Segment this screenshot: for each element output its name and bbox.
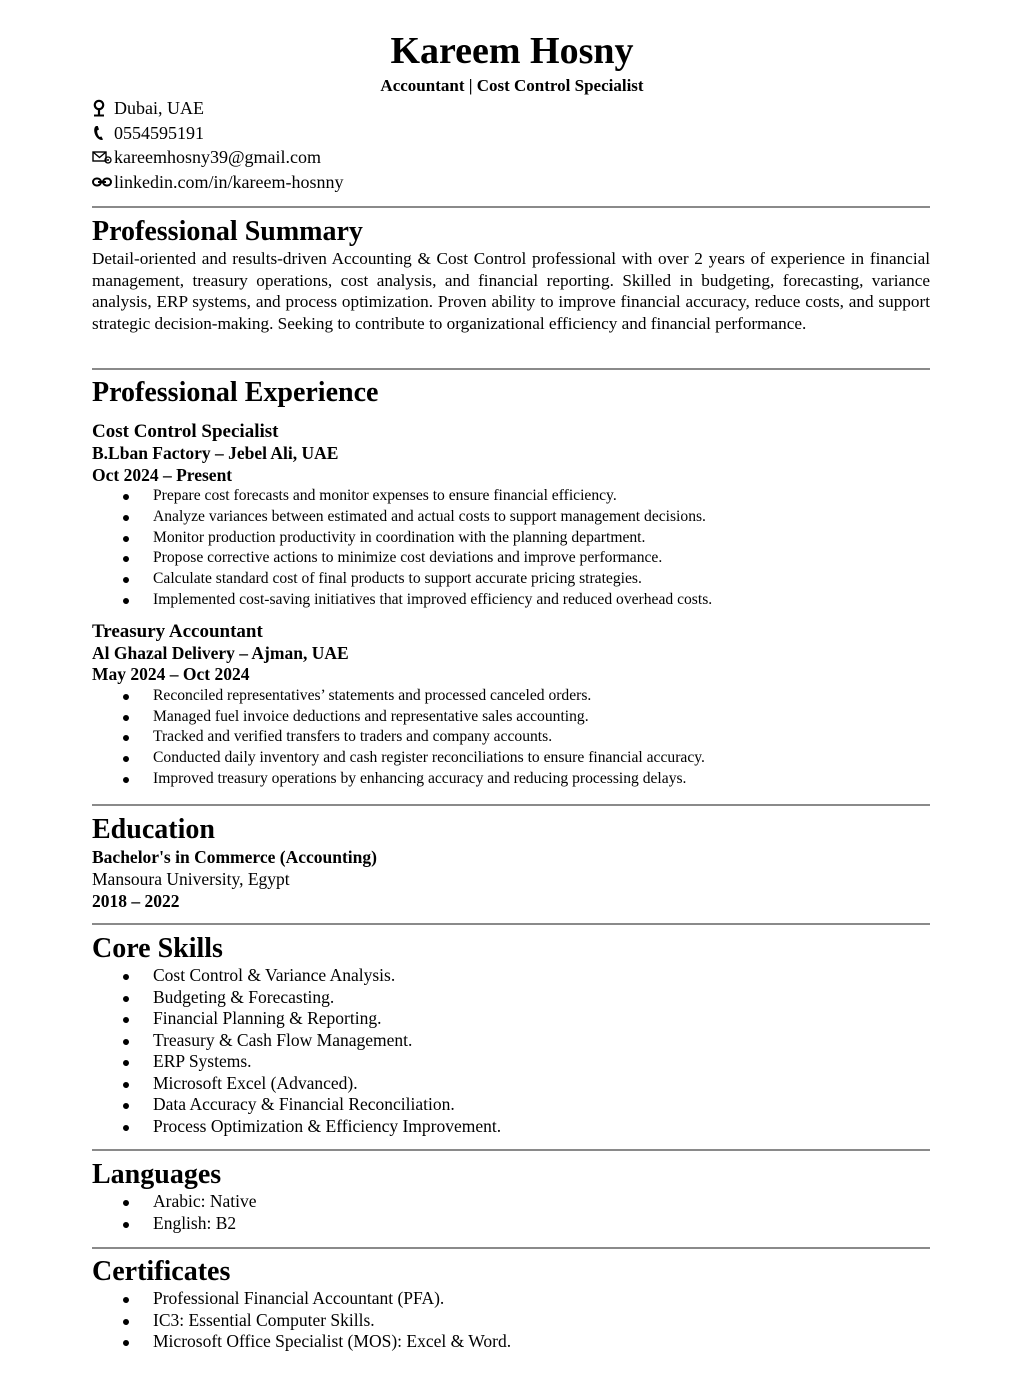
list-item — [92, 569, 930, 590]
list-item-text: Cost Control & Variance Analysis. — [153, 965, 396, 985]
list-item — [92, 1008, 930, 1030]
summary-text: Detail-oriented and results-driven Accounting & Cost Control professional with over 2 years of experience in financial management, treasury operations, cost analysis, and financial reporting. Skilled in budgeting, forecasting, variance analysis, ERP systems, and process optimization. Proven ability to improve financial accuracy, reduce costs, and support strategic decision-making. Seeking to contribute to organizational efficiency and financial performance. — [92, 249, 930, 333]
experience-section — [92, 377, 930, 790]
phone-text[interactable]: 0554595191 — [114, 122, 204, 143]
list-item — [92, 965, 930, 987]
bullet-dot — [123, 1103, 129, 1109]
education-heading: Education — [92, 814, 215, 845]
linkedin-text[interactable]: linkedin.com/in/kareem-hosnny — [114, 171, 344, 192]
bullet-dot — [123, 1222, 129, 1228]
list-item-text: Propose corrective actions to minimize cost deviations and improve performance. — [153, 549, 663, 567]
bullet-dot — [123, 577, 129, 583]
list-item-text: ERP Systems. — [153, 1051, 252, 1071]
list-item-text: Monitor production productivity in coordination with the planning department. — [153, 528, 646, 546]
bullet-dot — [123, 777, 129, 783]
list-item-text: Implemented cost-saving initiatives that improved efficiency and reduced overhead costs. — [153, 590, 713, 608]
bullet-dot — [123, 974, 129, 980]
list-item-text: IC3: Essential Computer Skills. — [153, 1309, 375, 1330]
experience-heading: Professional Experience — [92, 377, 379, 408]
bullet-dot — [123, 996, 129, 1002]
job-entry — [92, 621, 930, 790]
divider — [92, 206, 930, 208]
bullet-dot — [123, 1017, 129, 1023]
list-item-text: Budgeting & Forecasting. — [153, 986, 335, 1007]
list-item — [92, 748, 930, 769]
list-item — [92, 486, 930, 507]
list-item — [92, 1213, 930, 1235]
list-item-text: Data Accuracy & Financial Reconciliation. — [153, 1094, 455, 1114]
contact-block — [92, 96, 343, 194]
location-text: Dubai, UAE — [114, 98, 204, 118]
languages-list — [92, 1191, 930, 1234]
job-company: B.Lban Factory – Jebel Ali, UAE — [92, 443, 339, 463]
contact-linkedin — [92, 170, 343, 195]
job-bullets — [92, 686, 930, 790]
list-item-text: Analyze variances between estimated and actual costs to support management decisions. — [153, 507, 706, 525]
list-item — [92, 1116, 930, 1138]
list-item — [92, 1051, 930, 1073]
bullet-dot — [123, 494, 129, 500]
certificates-section — [92, 1256, 930, 1353]
candidate-title: Accountant | Cost Control Specialist — [380, 76, 644, 95]
list-item-text: Tracked and verified transfers to traders and company accounts. — [153, 728, 553, 746]
divider — [92, 923, 930, 925]
summary-heading: Professional Summary — [92, 216, 363, 247]
list-item-text: Prepare cost forecasts and monitor expenses to ensure financial efficiency. — [153, 487, 617, 504]
summary-section — [92, 216, 930, 334]
divider — [92, 1149, 930, 1151]
location-pin-icon — [92, 99, 114, 117]
list-item — [92, 1288, 930, 1310]
list-item — [92, 1310, 930, 1332]
list-item-text: Microsoft Excel (Advanced). — [153, 1072, 358, 1093]
candidate-name: Kareem Hosny — [390, 30, 634, 72]
list-item — [92, 769, 930, 790]
list-item-text: Reconciled representatives’ statements and processed canceled orders. — [153, 686, 592, 704]
bullet-dot — [123, 1200, 129, 1206]
bullet-dot — [123, 1340, 129, 1346]
certificates-list — [92, 1288, 930, 1353]
bullet-dot — [123, 1125, 129, 1131]
bullet-dot — [123, 1319, 129, 1325]
bullet-dot — [123, 715, 129, 721]
bullet-dot — [123, 1060, 129, 1066]
email-text[interactable]: kareemhosny39@gmail.com — [114, 147, 322, 167]
list-item — [92, 1094, 930, 1116]
divider — [92, 804, 930, 806]
list-item — [92, 507, 930, 528]
bullet-dot — [123, 1039, 129, 1045]
bullet-dot — [123, 756, 129, 762]
education-school: Mansoura University, Egypt — [92, 869, 290, 889]
job-company: Al Ghazal Delivery – Ajman, UAE — [92, 642, 349, 663]
list-item — [92, 686, 930, 707]
job-entry — [92, 421, 930, 611]
list-item — [92, 1191, 930, 1213]
contact-location — [92, 96, 343, 121]
bullet-dot — [123, 536, 129, 542]
list-item — [92, 727, 930, 748]
bullet-dot — [123, 598, 129, 604]
job-dates: May 2024 – Oct 2024 — [92, 664, 250, 685]
list-item-text: Microsoft Office Specialist (MOS): Excel & Word. — [153, 1331, 512, 1351]
list-item — [92, 1073, 930, 1095]
list-item — [92, 590, 930, 611]
bullet-dot — [123, 1082, 129, 1088]
link-icon — [92, 173, 114, 191]
languages-heading: Languages — [92, 1159, 222, 1190]
contact-email — [92, 145, 343, 170]
certificates-heading: Certificates — [92, 1256, 231, 1287]
list-item-text: Professional Financial Accountant (PFA). — [153, 1288, 445, 1308]
list-item-text: Arabic: Native — [153, 1191, 257, 1211]
job-bullets — [92, 486, 930, 611]
education-years: 2018 – 2022 — [92, 891, 180, 911]
list-item-text: Process Optimization & Efficiency Improvement. — [153, 1115, 502, 1136]
list-item — [92, 1331, 930, 1353]
list-item — [92, 528, 930, 549]
list-item-text: Treasury & Cash Flow Management. — [153, 1029, 413, 1050]
bullet-dot — [123, 515, 129, 521]
list-item — [92, 987, 930, 1009]
list-item-text: Improved treasury operations by enhancing accuracy and reducing processing delays. — [153, 769, 687, 787]
phone-icon — [92, 124, 114, 142]
list-item-text: Conducted daily inventory and cash register reconciliations to ensure financial accuracy. — [153, 749, 705, 767]
job-dates: Oct 2024 – Present — [92, 464, 233, 485]
bullet-dot — [123, 694, 129, 700]
education-degree: Bachelor's in Commerce (Accounting) — [92, 847, 377, 867]
email-icon — [92, 148, 114, 166]
job-title: Cost Control Specialist — [92, 421, 279, 442]
list-item-text: English: B2 — [153, 1212, 237, 1233]
bullet-dot — [123, 735, 129, 741]
skills-list — [92, 965, 930, 1137]
skills-section — [92, 933, 930, 1137]
contact-phone — [92, 121, 343, 146]
list-item — [92, 548, 930, 569]
education-section — [92, 814, 930, 912]
list-item-text: Financial Planning & Reporting. — [153, 1008, 382, 1028]
divider — [92, 1247, 930, 1249]
list-item-text: Calculate standard cost of final products to support accurate pricing strategies. — [153, 570, 642, 588]
bullet-dot — [123, 556, 129, 562]
bullet-dot — [123, 1297, 129, 1303]
list-item — [92, 707, 930, 728]
divider — [92, 368, 930, 370]
job-title: Treasury Accountant — [92, 620, 263, 642]
skills-heading: Core Skills — [92, 933, 223, 964]
languages-section — [92, 1159, 930, 1234]
list-item-text: Managed fuel invoice deductions and representative sales accounting. — [153, 707, 589, 725]
list-item — [92, 1030, 930, 1052]
